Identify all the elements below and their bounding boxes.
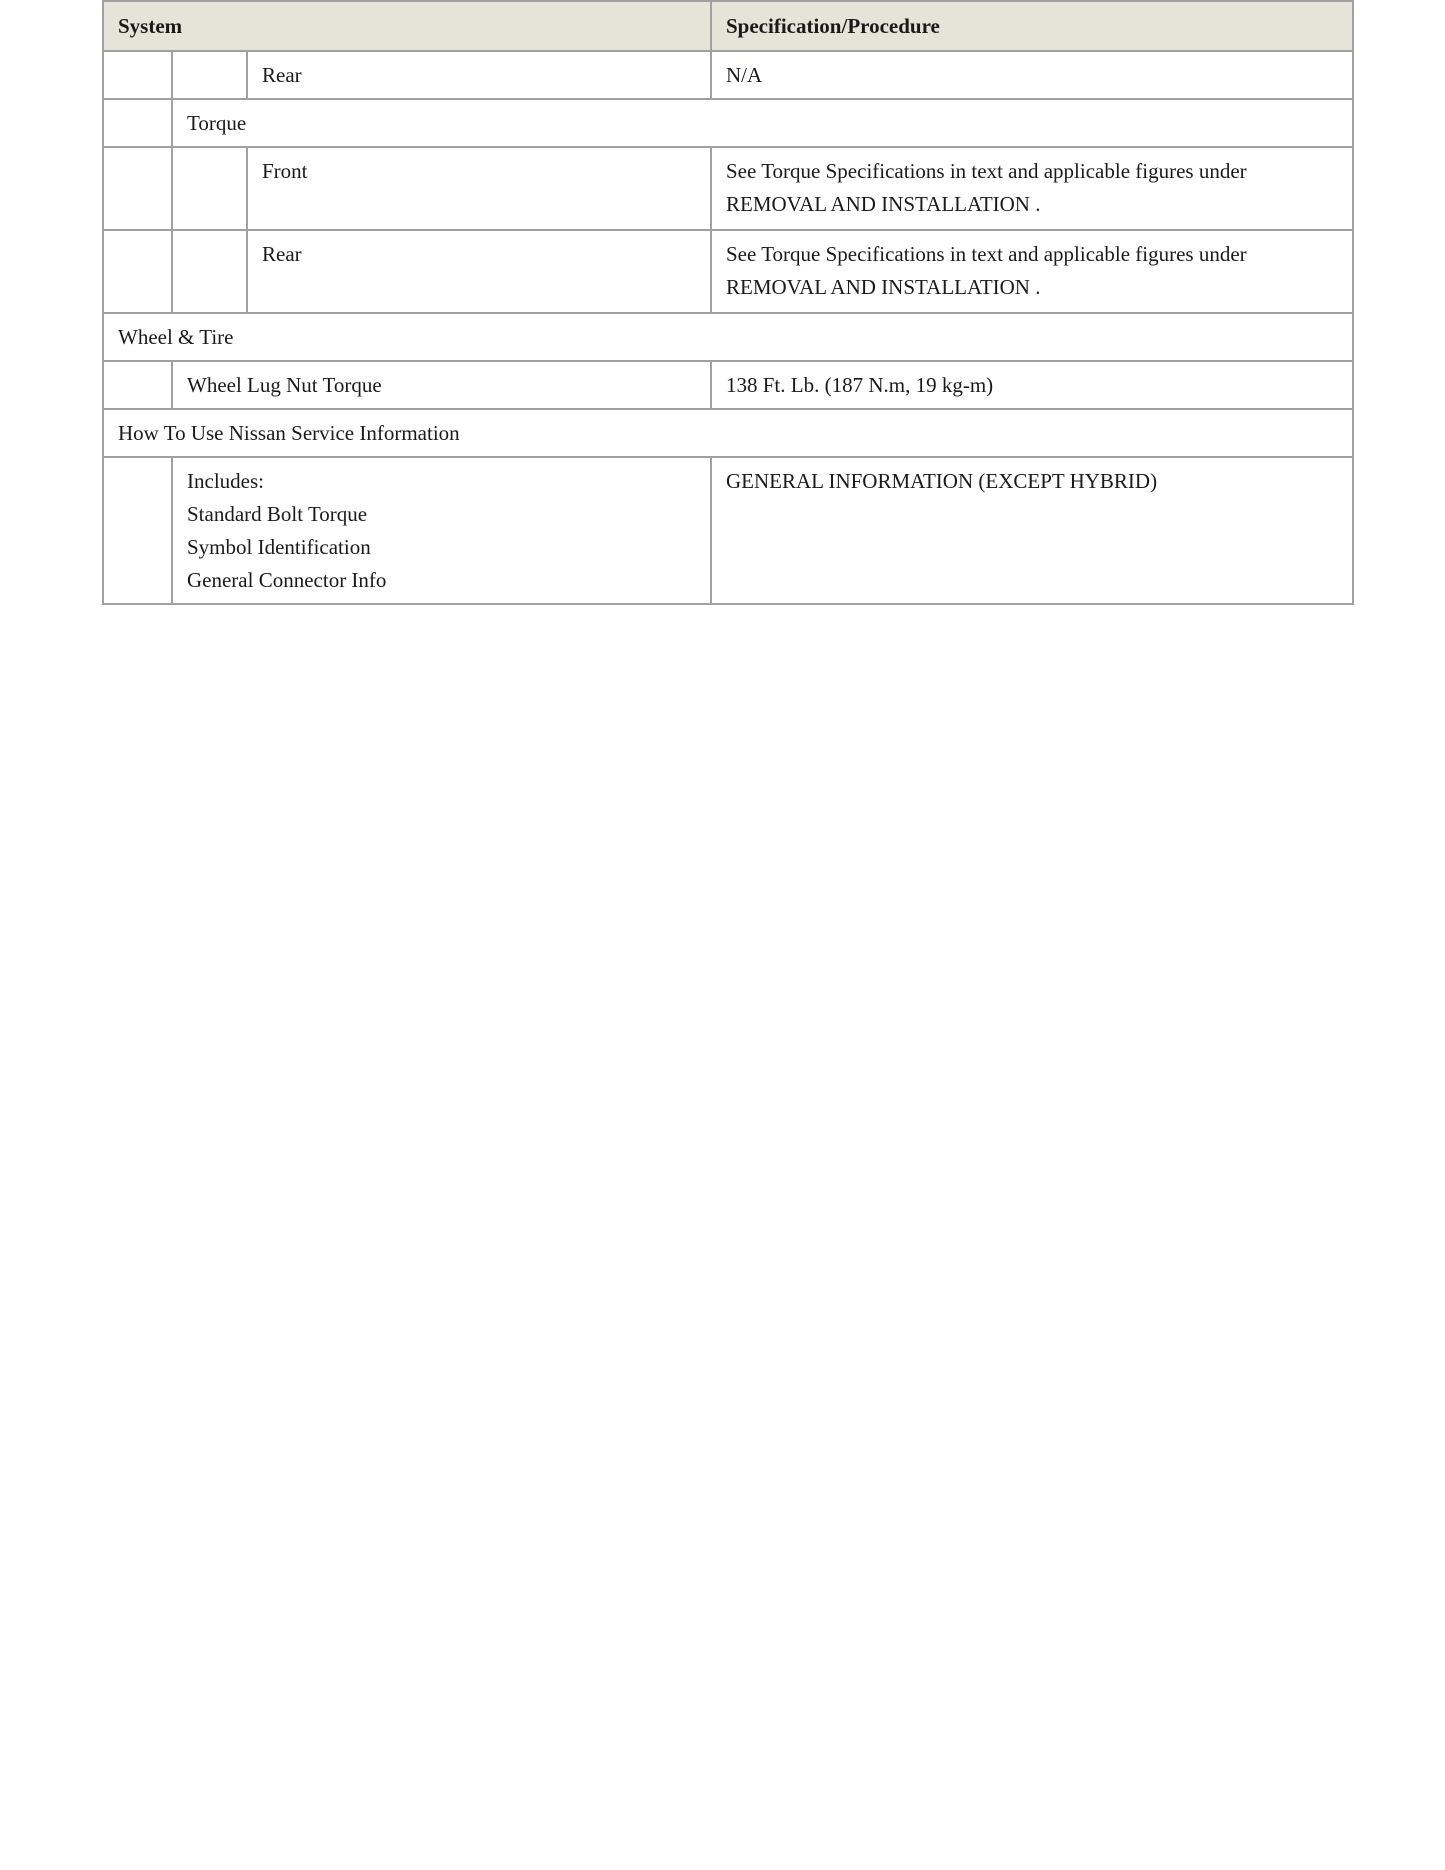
table-header-row <box>103 1 1353 51</box>
table-row <box>103 313 1353 361</box>
table-row <box>103 230 1353 313</box>
indent-cell <box>103 230 172 313</box>
value-line: See Torque Specifications in text and applicable figures under <box>726 242 1247 266</box>
indent-cell <box>103 51 172 99</box>
row-value-front <box>711 147 1353 230</box>
indent-cell <box>172 147 247 230</box>
value-line: REMOVAL AND INSTALLATION . <box>726 275 1041 299</box>
row-label-lug-nut: Wheel Lug Nut Torque <box>172 361 711 409</box>
indent-cell <box>103 147 172 230</box>
section-label-wheel-tire: Wheel & Tire <box>103 313 1353 361</box>
table-row <box>103 51 1353 99</box>
row-label-front: Front <box>247 147 711 230</box>
value-line: REMOVAL AND INSTALLATION . <box>726 192 1041 216</box>
table-row <box>103 147 1353 230</box>
includes-line: General Connector Info <box>187 568 387 592</box>
header-specification: Specification/Procedure <box>711 1 1353 51</box>
row-value-includes: GENERAL INFORMATION (EXCEPT HYBRID) <box>711 457 1353 604</box>
specification-table <box>102 0 1354 605</box>
table-row <box>103 457 1353 604</box>
includes-line: Symbol Identification <box>187 535 371 559</box>
row-label-includes <box>172 457 711 604</box>
table-row <box>103 409 1353 457</box>
indent-cell <box>103 361 172 409</box>
value-line: See Torque Specifications in text and applicable figures under <box>726 159 1247 183</box>
indent-cell <box>172 230 247 313</box>
indent-cell <box>172 51 247 99</box>
header-system: System <box>103 1 711 51</box>
row-value-rear-torque <box>711 230 1353 313</box>
row-label-rear: Rear <box>247 51 711 99</box>
includes-line: Includes: <box>187 469 264 493</box>
table-row <box>103 361 1353 409</box>
includes-line: Standard Bolt Torque <box>187 502 368 526</box>
table-row <box>103 99 1353 147</box>
indent-cell <box>103 99 172 147</box>
section-label-how-to: How To Use Nissan Service Information <box>103 409 1353 457</box>
indent-cell <box>103 457 172 604</box>
row-label-rear-torque: Rear <box>247 230 711 313</box>
row-value-rear: N/A <box>711 51 1353 99</box>
section-label-torque: Torque <box>172 99 1353 147</box>
row-value-lug-nut: 138 Ft. Lb. (187 N.m, 19 kg-m) <box>711 361 1353 409</box>
